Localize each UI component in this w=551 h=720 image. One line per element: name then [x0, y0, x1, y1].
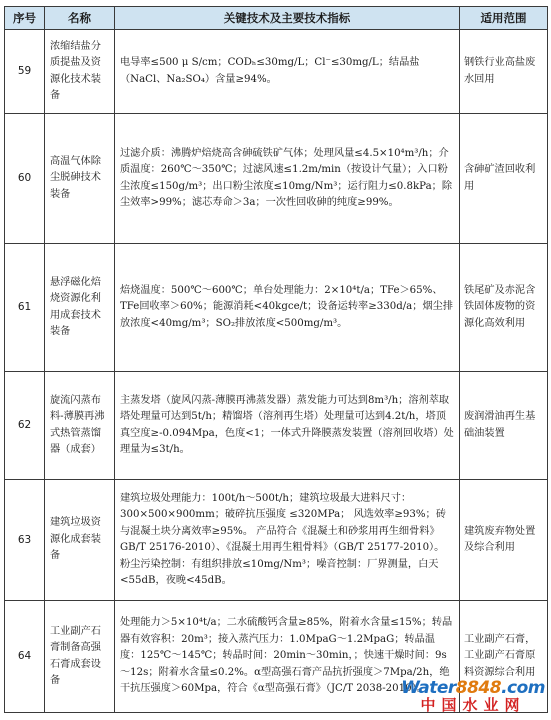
table-row [5, 244, 548, 372]
row-tech: 电导率≤500 μ S/cm；CODₕ≤30mg/L；Cl⁻≤30mg/L；结晶盐（NaCl、Na₂SO₄）含量≥94%。 [115, 30, 460, 114]
row-no: 59 [5, 30, 45, 114]
row-name: 高温气体除尘脱砷技术装备 [45, 114, 115, 244]
row-name: 浓缩结盐分质提盐及资源化技术装备 [45, 30, 115, 114]
row-tech: 过滤介质：沸腾炉焙烧高含砷硫铁矿气体；处理风量≤4.5×10⁴m³/h；介质温度：260℃～350℃；过滤风速≤1.2m/min（按设计气量）；入口粉尘浓度≤150g/m³；出口粉尘浓度≤10mg/Nm³；运行阻力≤0.8kPa；除尘效率>99%；滤芯寿命＞3a；一次性回收砷的纯度≥99%。 [115, 114, 460, 244]
row-name: 悬浮磁化焙烧资源化利用成套技术装备 [45, 244, 115, 372]
row-scope: 工业副产石膏，工业副产石膏原料资源综合利用 [460, 601, 548, 713]
watermark-brand: Water8848.com [401, 678, 545, 698]
header-no: 序号 [5, 7, 45, 30]
row-tech: 主蒸发塔（旋风闪蒸-薄膜再沸蒸发器）蒸发能力可达到8m³/h；溶剂萃取塔处理量可达到5t/h；精馏塔（溶剂再生塔）处理量可达到4.2t/h，塔顶真空度≥-0.094Mpa，色度<1；一体式升降膜蒸发装置（溶剂回收塔）处理量为≤3t/h。 [115, 372, 460, 480]
row-name: 工业副产石膏制备高强石膏成套设备 [45, 601, 115, 713]
row-tech: 建筑垃圾处理能力：100t/h～500t/h；建筑垃圾最大进料尺寸：300×500×900mm；破碎抗压强度 ≤320MPa； 风选效率≥93%；砖与混凝土块分离效率≥95%。 产品符合《混凝土和砂浆用再生细骨料》GB/T 25176-2010）、《混凝土用再生粗骨料》（GB/T 25177-2010）。粉尘污染控制：有组织排放≤10mg/Nm³；噪音控制：厂界测量，白天<55dB，夜晚<45dB。 [115, 480, 460, 601]
row-no: 60 [5, 114, 45, 244]
header-scope: 适用范围 [460, 7, 548, 30]
table-header-row [5, 7, 548, 30]
row-no: 62 [5, 372, 45, 480]
row-no: 63 [5, 480, 45, 601]
row-scope: 建筑废弃物处置及综合利用 [460, 480, 548, 601]
row-scope: 废润滑油再生基础油装置 [460, 372, 548, 480]
row-tech: 处理能力＞5×10⁴t/a；二水硫酸钙含量≥85%，附着水含量≤15%；转晶器有效容积：20m³；接入蒸汽压力：1.0MpaG～1.2MpaG；转晶温度：125℃～145℃；转晶时间：20min～30min，；快速干燥时间：9s～12s；附着水含量≤0.2%。α型高强石膏产品抗折强度＞7Mpa/2h，绝干抗压强度＞60Mpa，符合《α型高强石膏》（JC/T 2038-2010）。 [115, 601, 460, 713]
table-row [5, 372, 548, 480]
table-row [5, 480, 548, 601]
technology-table [4, 6, 548, 713]
row-scope: 钢铁行业高盐废水回用 [460, 30, 548, 114]
row-scope: 铁尾矿及赤泥含铁固体废物的资源化高效利用 [460, 244, 548, 372]
row-no: 64 [5, 601, 45, 713]
header-name: 名称 [45, 7, 115, 30]
table-row [5, 30, 548, 114]
watermark-cn: 中国水业网 [420, 696, 526, 714]
watermark-logo [401, 679, 545, 714]
table-row [5, 114, 548, 244]
row-scope: 含砷矿渣回收利用 [460, 114, 548, 244]
row-name: 旋流闪蒸布料-薄膜再沸式热管蒸馏器（成套） [45, 372, 115, 480]
header-tech: 关键技术及主要技术指标 [115, 7, 460, 30]
row-tech: 焙烧温度：500℃～600℃；单台处理能力：2×10⁴t/a；TFe＞65%、TFe回收率＞60%；能源消耗<40kgce/t；设备运转率≥330d/a；烟尘排放浓度<40mg/m³；SO₂排放浓度<500mg/m³。 [115, 244, 460, 372]
row-name: 建筑垃圾资源化成套装备 [45, 480, 115, 601]
row-no: 61 [5, 244, 45, 372]
